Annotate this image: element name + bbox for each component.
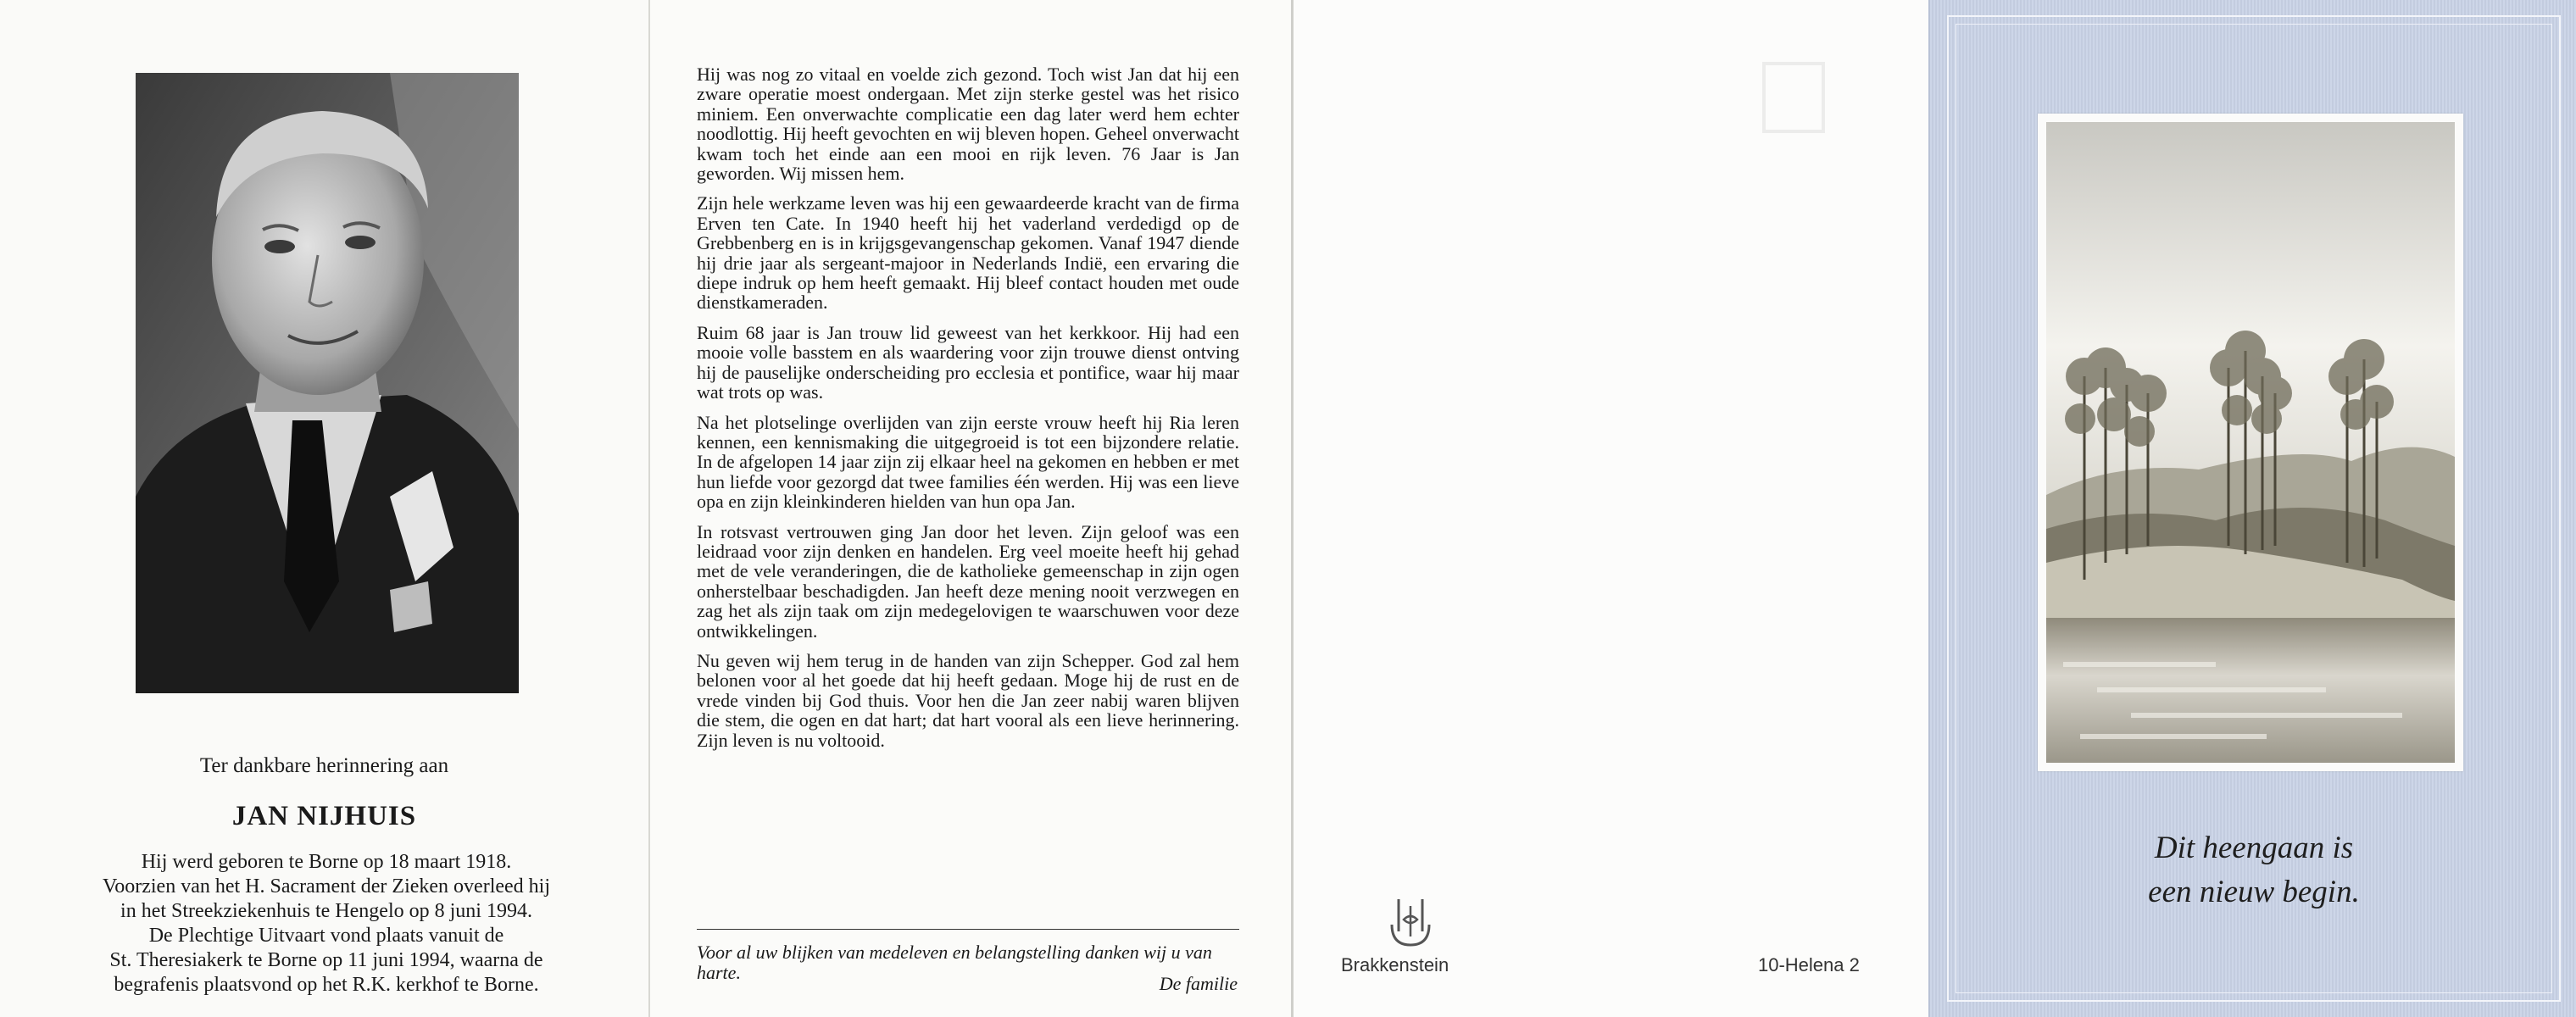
paragraph: Nu geven wij hem terug in de handen van zijn Schepper. God zal hem belonen voor al het goede dat hij heeft gedaan. Moge hij de rust en de vrede vinden bij God thuis. Voor hen die Jan zeer nabij waren blijven die stem, die ogen en dat hart; dat hart vooral als een lieve herinnering. Zijn leven is nu voltooid.	[697, 649, 1239, 751]
detail-line: in het Streekziekenhuis te Hengelo op 8 juni 1994.	[120, 900, 532, 922]
paragraph: In rotsvast vertrouwen ging Jan door het leven. Zijn geloof was een leidraad voor zijn denken en handelen. Erg veel moeite heeft hij gehad met de vele veranderingen, die de katholieke gemeenschap in zijn ogen onherstelbaar beschadigden. Jan heeft deze mening nooit verzwegen en zag het als zijn taak om zijn medegelovigen te waarschuwen voor deze ontwikkelingen.	[697, 520, 1239, 642]
paragraph: Na het plotselinge overlijden van zijn eerste vrouw heeft hij Ria leren kennen, een kennismaking die uitgegroeid is tot een bijzondere relatie. In de afgelopen 14 jaar zijn zij elkaar heel na gekomen en hebben er met hun liefde voor gezorgd dat twee families één werden. Hij was een lieve opa en zijn kleinkinderen hielden van hun opa Jan.	[697, 411, 1239, 513]
brakkenstein-logo-icon	[1387, 894, 1434, 950]
intro-line: Ter dankbare herinnering aan	[199, 754, 449, 777]
divider	[697, 929, 1239, 930]
product-code: 10-Helena 2	[1758, 954, 1860, 975]
publisher-panel	[1291, 0, 1928, 1017]
motto-line: een nieuw begin.	[2148, 875, 2360, 909]
detail-line: begrafenis plaatsvond op het R.K. kerkhof te Borne.	[114, 974, 539, 996]
portrait-photo	[136, 73, 519, 693]
detail-line: St. Theresiakerk te Borne op 11 juni 1994, waarna de	[109, 949, 543, 971]
motto-line: Dit heengaan is	[2154, 831, 2354, 865]
paragraph: Ruim 68 jaar is Jan trouw lid geweest van het kerkkoor. Hij had een mooie volle basstem en als waardering voor zijn trouwe dienst ontving hij de pauselijke onderscheiding pro ecclesia et pontifice, waar hij maar wat trots op was.	[697, 321, 1239, 403]
paragraph: Zijn hele werkzame leven was hij een gewaardeerde kracht van de firma Erven ten Cate. In 1940 heeft hij het vaderland verdedigd op de Grebbenberg en is in krijgsgevangenschap gekomen. Vanaf 1947 diende hij drie jaar als sergeant-majoor in Nederlands Indië, een ervaring die diepe indruk op hem heeft gemaakt. Hij bleef contact houden met oude dienstkameraden.	[697, 192, 1239, 314]
publisher-name: Brakkenstein	[1341, 954, 1449, 975]
signature: De familie	[1159, 973, 1238, 994]
detail-line: Voorzien van het H. Sacrament der Zieken overleed hij	[102, 875, 551, 898]
paragraph: Hij was nog zo vitaal en voelde zich gezond. Toch wist Jan dat hij een zware operatie moest ondergaan. Met zijn sterke gestel was het risico miniem. Een onverwachte complicatie een dag later werd hem echter noodlottig. Hij heeft gevochten en wij bleven hopen. Geheel onverwacht kwam toch het einde aan een mooi en rijk leven. 76 Jaar is Jan geworden. Wij missen hem.	[697, 64, 1239, 185]
detail-line: De Plechtige Uitvaart vond plaats vanuit de	[148, 925, 504, 947]
memorial-text	[697, 64, 1239, 760]
left-panel	[0, 0, 648, 1017]
cover-panel	[1928, 0, 2576, 1017]
thanks-note: Voor al uw blijken van medeleven en belangstelling danken wij u van harte.	[697, 942, 1212, 983]
detail-line: Hij werd geboren te Borne op 18 maart 1918.	[141, 851, 512, 873]
cover-motto	[1930, 826, 2576, 914]
life-details	[51, 850, 602, 998]
deceased-name: JAN NIJHUIS	[231, 801, 417, 831]
watermark-icon	[1760, 59, 1828, 136]
landscape-artwork	[2038, 114, 2463, 771]
text-panel	[648, 0, 1291, 1017]
